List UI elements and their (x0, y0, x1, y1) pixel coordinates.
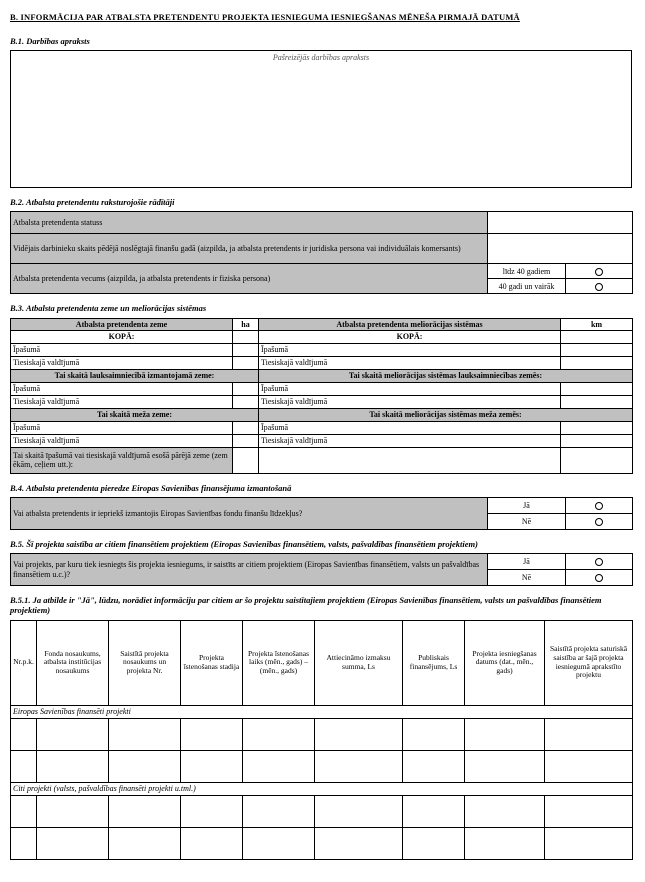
b3-total-left-input[interactable] (233, 330, 259, 343)
b51-cell[interactable] (11, 718, 37, 750)
b51-cell[interactable] (545, 718, 633, 750)
b3-tenure3-left-input[interactable] (233, 434, 259, 447)
b3-own2-right-input[interactable] (561, 382, 633, 395)
b51-col-stage: Projekta īstenošanas stadija (181, 620, 243, 705)
b51-cell[interactable] (37, 718, 109, 750)
b3-header-melioration: Atbalsta pretendenta meliorācijas sistēmas (259, 318, 561, 330)
b5-table (10, 553, 633, 586)
b51-cell[interactable] (465, 718, 545, 750)
b2-table (10, 211, 633, 294)
b51-cell[interactable] (181, 795, 243, 827)
b51-cell[interactable] (403, 718, 465, 750)
radio-age-over40[interactable] (595, 283, 603, 291)
b3-total-right-label: KOPĀ: (259, 330, 561, 343)
b51-cell[interactable] (465, 795, 545, 827)
b51-cell[interactable] (11, 795, 37, 827)
b3-last-right-cell2[interactable] (561, 447, 633, 473)
b3-header-km: km (561, 318, 633, 330)
b3-tenure3-left-label: Tiesiskajā valdījumā (11, 434, 233, 447)
b3-tenure2-left-input[interactable] (233, 395, 259, 408)
radio-b4-yes[interactable] (595, 502, 603, 510)
b5-yes-cell (566, 554, 633, 570)
b51-cell[interactable] (315, 827, 403, 859)
b51-cell[interactable] (109, 750, 181, 782)
b51-cell[interactable] (545, 827, 633, 859)
b2-age-option1-cell (566, 264, 633, 279)
b3-own2-left-label: Īpašumā (11, 382, 233, 395)
b51-cell[interactable] (11, 750, 37, 782)
section-b4-heading: B.4. Atbalsta pretendenta pieredze Eiropas Savienības finansējuma izmantošanā (10, 482, 292, 493)
b3-other-land-input[interactable] (233, 447, 259, 473)
b51-cell[interactable] (315, 795, 403, 827)
b51-group-other-label: Citi projekti (valsts, pašvaldības finansēti projekti u.tml.) (11, 782, 633, 795)
section-b5-heading: B.5. Šī projekta saistība ar citiem finansētiem projektiem (Eiropas Savienības finansētiem, valsts, pašvaldības finansētiem projektiem) (10, 538, 478, 549)
b3-own3-left-label: Īpašumā (11, 421, 233, 434)
b51-cell[interactable] (37, 827, 109, 859)
radio-age-under40[interactable] (595, 268, 603, 276)
b3-tenure2-right-label: Tiesiskajā valdījumā (259, 395, 561, 408)
b4-yes-cell (566, 497, 633, 513)
section-b51-heading: B.5.1. Ja atbilde ir "Jā", lūdzu, norādiet informāciju par citiem ar šo projektu saistītajiem projektiem (Eiropas Savienības finansētiem, valsts un pašvaldības finansētiem projektiem) (10, 595, 602, 616)
b3-last-right-cell1[interactable] (259, 447, 561, 473)
b3-own3-right-input[interactable] (561, 421, 633, 434)
b2-age-label: Atbalsta pretendenta vecums (aizpilda, ja atbalsta pretendents ir fiziska persona) (11, 264, 488, 294)
b2-status-input-cell[interactable] (488, 212, 633, 234)
b3-own3-left-input[interactable] (233, 421, 259, 434)
b51-group-eu-label: Eiropas Savienības finansēti projekti (11, 705, 633, 718)
b51-cell[interactable] (243, 718, 315, 750)
b51-col-project-name: Saistītā projekta nosaukums un projekta Nr. (109, 620, 181, 705)
b51-cell[interactable] (315, 718, 403, 750)
b3-tenure1-left-input[interactable] (233, 356, 259, 369)
b51-col-time: Projekta īstenošanas laiks (mēn., gads) – (mēn., gads) (243, 620, 315, 705)
b4-question: Vai atbalsta pretendents ir iepriekš izmantojis Eiropas Savienības fondu finanšu līdzekļus? (11, 497, 488, 529)
b3-sub2-right-label: Tai skaitā meliorācijas sistēmas meža zemēs: (259, 408, 633, 421)
b51-cell[interactable] (243, 827, 315, 859)
b51-cell[interactable] (181, 750, 243, 782)
b4-yes-label: Jā (488, 497, 566, 513)
b51-table (10, 620, 633, 860)
b2-age-option2-label: 40 gadi un vairāk (488, 279, 566, 294)
b4-no-cell (566, 513, 633, 529)
b2-employees-input-cell[interactable] (488, 234, 633, 264)
b2-status-label: Atbalsta pretendenta statuss (11, 212, 488, 234)
radio-b5-no[interactable] (595, 574, 603, 582)
b51-cell[interactable] (37, 795, 109, 827)
b51-cell[interactable] (109, 718, 181, 750)
b2-age-option2-cell (566, 279, 633, 294)
b4-table (10, 497, 633, 530)
b3-tenure3-right-label: Tiesiskajā valdījumā (259, 434, 561, 447)
b5-no-label: Nē (488, 570, 566, 586)
b3-other-land-label: Tai skaitā īpašumā vai tiesiskajā valdījumā esošā pārējā zeme (zem ēkām, ceļiem utt.): (11, 447, 233, 473)
b51-cell[interactable] (37, 750, 109, 782)
b51-cell[interactable] (465, 827, 545, 859)
b51-col-nr: Nr.p.k. (11, 620, 37, 705)
b51-col-public-funding: Publiskais finansējums, Ls (403, 620, 465, 705)
b5-question: Vai projekts, par kuru tiek iesniegts šis projekta iesniegums, ir saistīts ar citiem projektiem (Eiropas Savienības finansētiem, valsts un pašvaldības finansētiem u.c.)? (11, 554, 488, 586)
b5-yes-label: Jā (488, 554, 566, 570)
b51-cell[interactable] (243, 795, 315, 827)
b51-cell[interactable] (243, 750, 315, 782)
b3-table (10, 318, 633, 474)
b3-tenure1-right-label: Tiesiskajā valdījumā (259, 356, 561, 369)
section-b2-heading: B.2. Atbalsta pretendentu raksturojošie rādītāji (10, 197, 175, 208)
b5-no-cell (566, 570, 633, 586)
b3-total-left-label: KOPĀ: (11, 330, 233, 343)
b3-sub1-left-label: Tai skaitā lauksaimniecībā izmantojamā zeme: (11, 369, 259, 382)
b51-cell[interactable] (403, 795, 465, 827)
b3-tenure3-right-input[interactable] (561, 434, 633, 447)
section-b3-heading: B.3. Atbalsta pretendenta zeme un meliorācijas sistēmas (10, 303, 207, 314)
b3-sub1-right-label: Tai skaitā meliorācijas sistēmas lauksaimniecības zemēs: (259, 369, 633, 382)
b1-description-box[interactable] (10, 50, 632, 188)
b3-total-right-input[interactable] (561, 330, 633, 343)
b3-header-ha: ha (233, 318, 259, 330)
radio-b4-no[interactable] (595, 518, 603, 526)
b51-cell[interactable] (11, 827, 37, 859)
b3-own3-right-label: Īpašumā (259, 421, 561, 434)
section-b1-heading: B.1. Darbības apraksts (10, 36, 90, 46)
b3-tenure2-left-label: Tiesiskajā valdījumā (11, 395, 233, 408)
b2-employees-label: Vidējais darbinieku skaits pēdējā noslēgtajā finanšu gadā (aizpilda, ja atbalsta pretendents ir juridiska persona vai individuālais komersants) (11, 234, 488, 264)
b3-own1-right-label: Īpašumā (259, 343, 561, 356)
b3-tenure2-right-input[interactable] (561, 395, 633, 408)
b51-cell[interactable] (403, 750, 465, 782)
b51-col-relation: Saistītā projekta saturiskā saistība ar šajā projekta iesniegumā aprakstīto projektu (545, 620, 633, 705)
b51-cell[interactable] (315, 750, 403, 782)
b3-tenure1-left-label: Tiesiskajā valdījumā (11, 356, 233, 369)
b3-own1-right-input[interactable] (561, 343, 633, 356)
b3-header-land: Atbalsta pretendenta zeme (11, 318, 233, 330)
b3-own2-left-input[interactable] (233, 382, 259, 395)
radio-b5-yes[interactable] (595, 558, 603, 566)
b51-cell[interactable] (403, 827, 465, 859)
b51-cell[interactable] (181, 827, 243, 859)
b51-cell[interactable] (545, 750, 633, 782)
b3-own2-right-label: Īpašumā (259, 382, 561, 395)
b3-own1-left-label: Īpašumā (11, 343, 233, 356)
b51-cell[interactable] (465, 750, 545, 782)
page-title: B. INFORMĀCIJA PAR ATBALSTA PRETENDENTU PROJEKTA IESNIEGUMA IESNIEGŠANAS MĒNEŠA PIRMAJĀ DATUMĀ (10, 12, 520, 22)
b51-cell[interactable] (181, 718, 243, 750)
b3-tenure1-right-input[interactable] (561, 356, 633, 369)
b3-own1-left-input[interactable] (233, 343, 259, 356)
b51-cell[interactable] (545, 795, 633, 827)
b51-col-submission-date: Projekta iesniegšanas datums (dat., mēn., gads) (465, 620, 545, 705)
b1-box-header: Pašreizējās darbības apraksts (272, 53, 370, 63)
b2-age-option1-label: līdz 40 gadiem (488, 264, 566, 279)
b51-col-eligible-costs: Attiecināmo izmaksu summa, Ls (315, 620, 403, 705)
b51-cell[interactable] (109, 827, 181, 859)
b4-no-label: Nē (488, 513, 566, 529)
b51-cell[interactable] (109, 795, 181, 827)
b51-col-fund: Fonda nosaukums, atbalsta institūcijas nosaukums (37, 620, 109, 705)
b3-sub2-left-label: Tai skaitā meža zeme: (11, 408, 259, 421)
